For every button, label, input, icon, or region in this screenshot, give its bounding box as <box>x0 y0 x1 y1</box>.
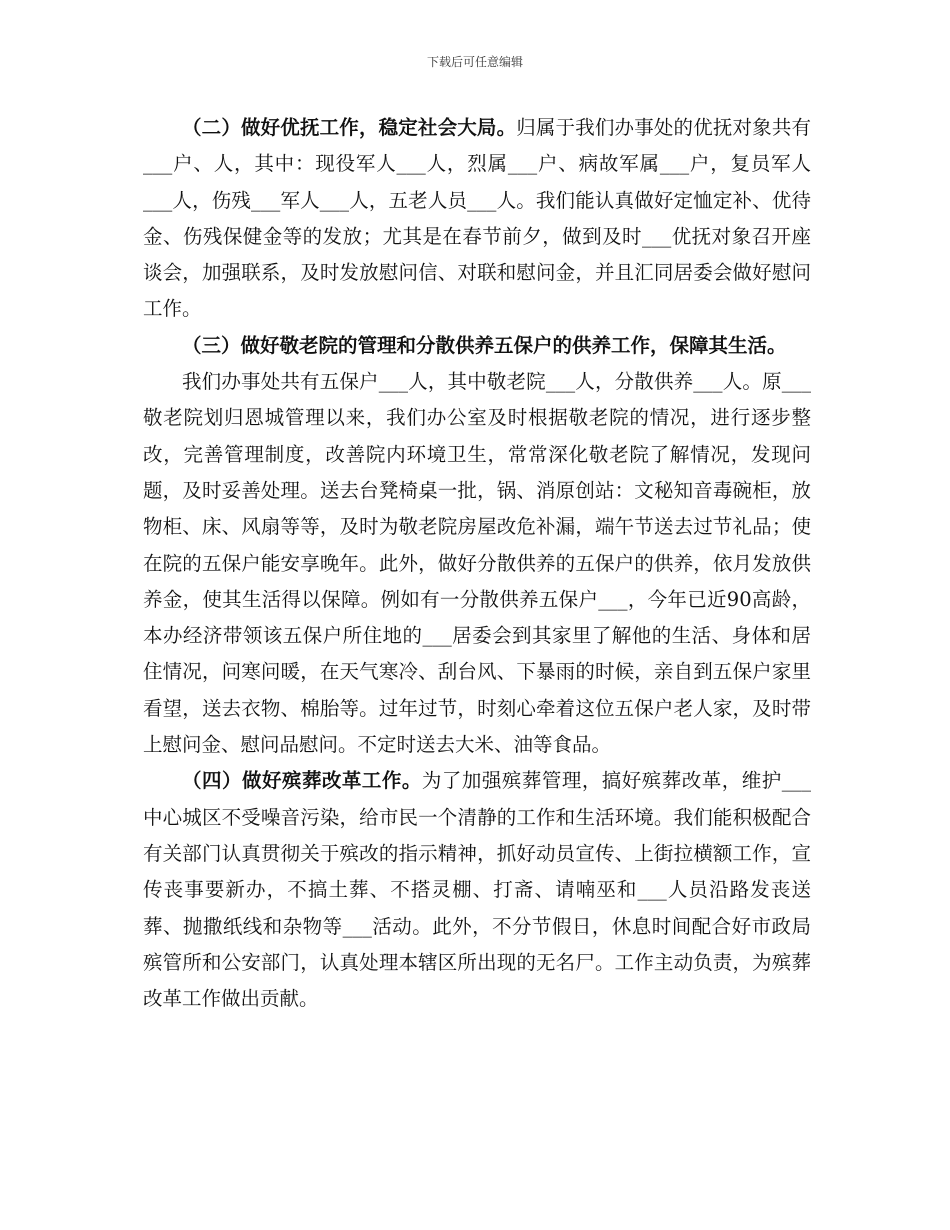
section-2-paragraph <box>143 110 811 328</box>
document-body <box>143 110 811 1017</box>
section-4-paragraph <box>143 763 811 1017</box>
section-2-heading: （二）做好优抚工作，稳定社会大局。 <box>182 116 517 139</box>
page-header: 下载后可任意编辑 <box>426 55 523 69</box>
section-4-body: 为了加强殡葬管理，搞好殡葬改革，维护___中心城区不受噪音污染，给市民一个清静的工作和生活环境。我们能积极配合有关部门认真贯彻关于殡改的指示精神，抓好动员宣传、上街拉横额工作，宣传丧事要新办，不搞土葬、不搭灵棚、打斋、请喃巫和___人员沿路发丧送葬、抛撒纸线和杂物等___活动。此外，不分节假日，休息时间配合好市政局殡管所和公安部门，认真处理本辖区所出现的无名尸。工作主动负责，为殡葬改革工作做出贡献。 <box>143 769 811 1011</box>
section-2-body: 归属于我们办事处的优抚对象共有___户、人，其中：现役军人___人，烈属___户、病故军属___户，复员军人___人，伤残___军人___人，五老人员___人。我们能认真做好定恤定补、优待金、伤残保健金等的发放；尤其是在春节前夕，做到及时___优抚对象召开座谈会，加强联系，及时发放慰问信、对联和慰问金，并且汇同居委会做好慰问工作。 <box>143 116 811 321</box>
section-3-heading: （三）做好敬老院的管理和分散供养五保户的供养工作，保障其生活。 <box>182 333 787 357</box>
section-4-heading: （四）做好殡葬改革工作。 <box>182 769 422 793</box>
section-3-body: 我们办事处共有五保户___人，其中敬老院___人，分散供养___人。原___敬老院划归恩城管理以来，我们办公室及时根据敬老院的情况，进行逐步整改，完善管理制度，改善院内环境卫生，常常深化敬老院了解情况，发现问题，及时妥善处理。送去台凳椅桌一批，锅、消原创站：文秘知音毒碗柜，放物柜、床、风扇等等，及时为敬老院房屋改危补漏，端午节送去过节礼品；使在院的五保户能安享晚年。此外，做好分散供养的五保户的供养，依月发放供养金，使其生活得以保障。例如有一分散供养五保户___，今年已近90高龄，本办经济带领该五保户所住地的___居委会到其家里了解他的生活、身体和居住情况，问寒问暖，在天气寒冷、刮台风、下暴雨的时候，亲自到五保户家里看望，送去衣物、棉胎等。过年过节，时刻心牵着这位五保户老人家，及时带上慰问金、慰问品慰问。不定时送去大米、油等食品。 <box>143 370 811 757</box>
